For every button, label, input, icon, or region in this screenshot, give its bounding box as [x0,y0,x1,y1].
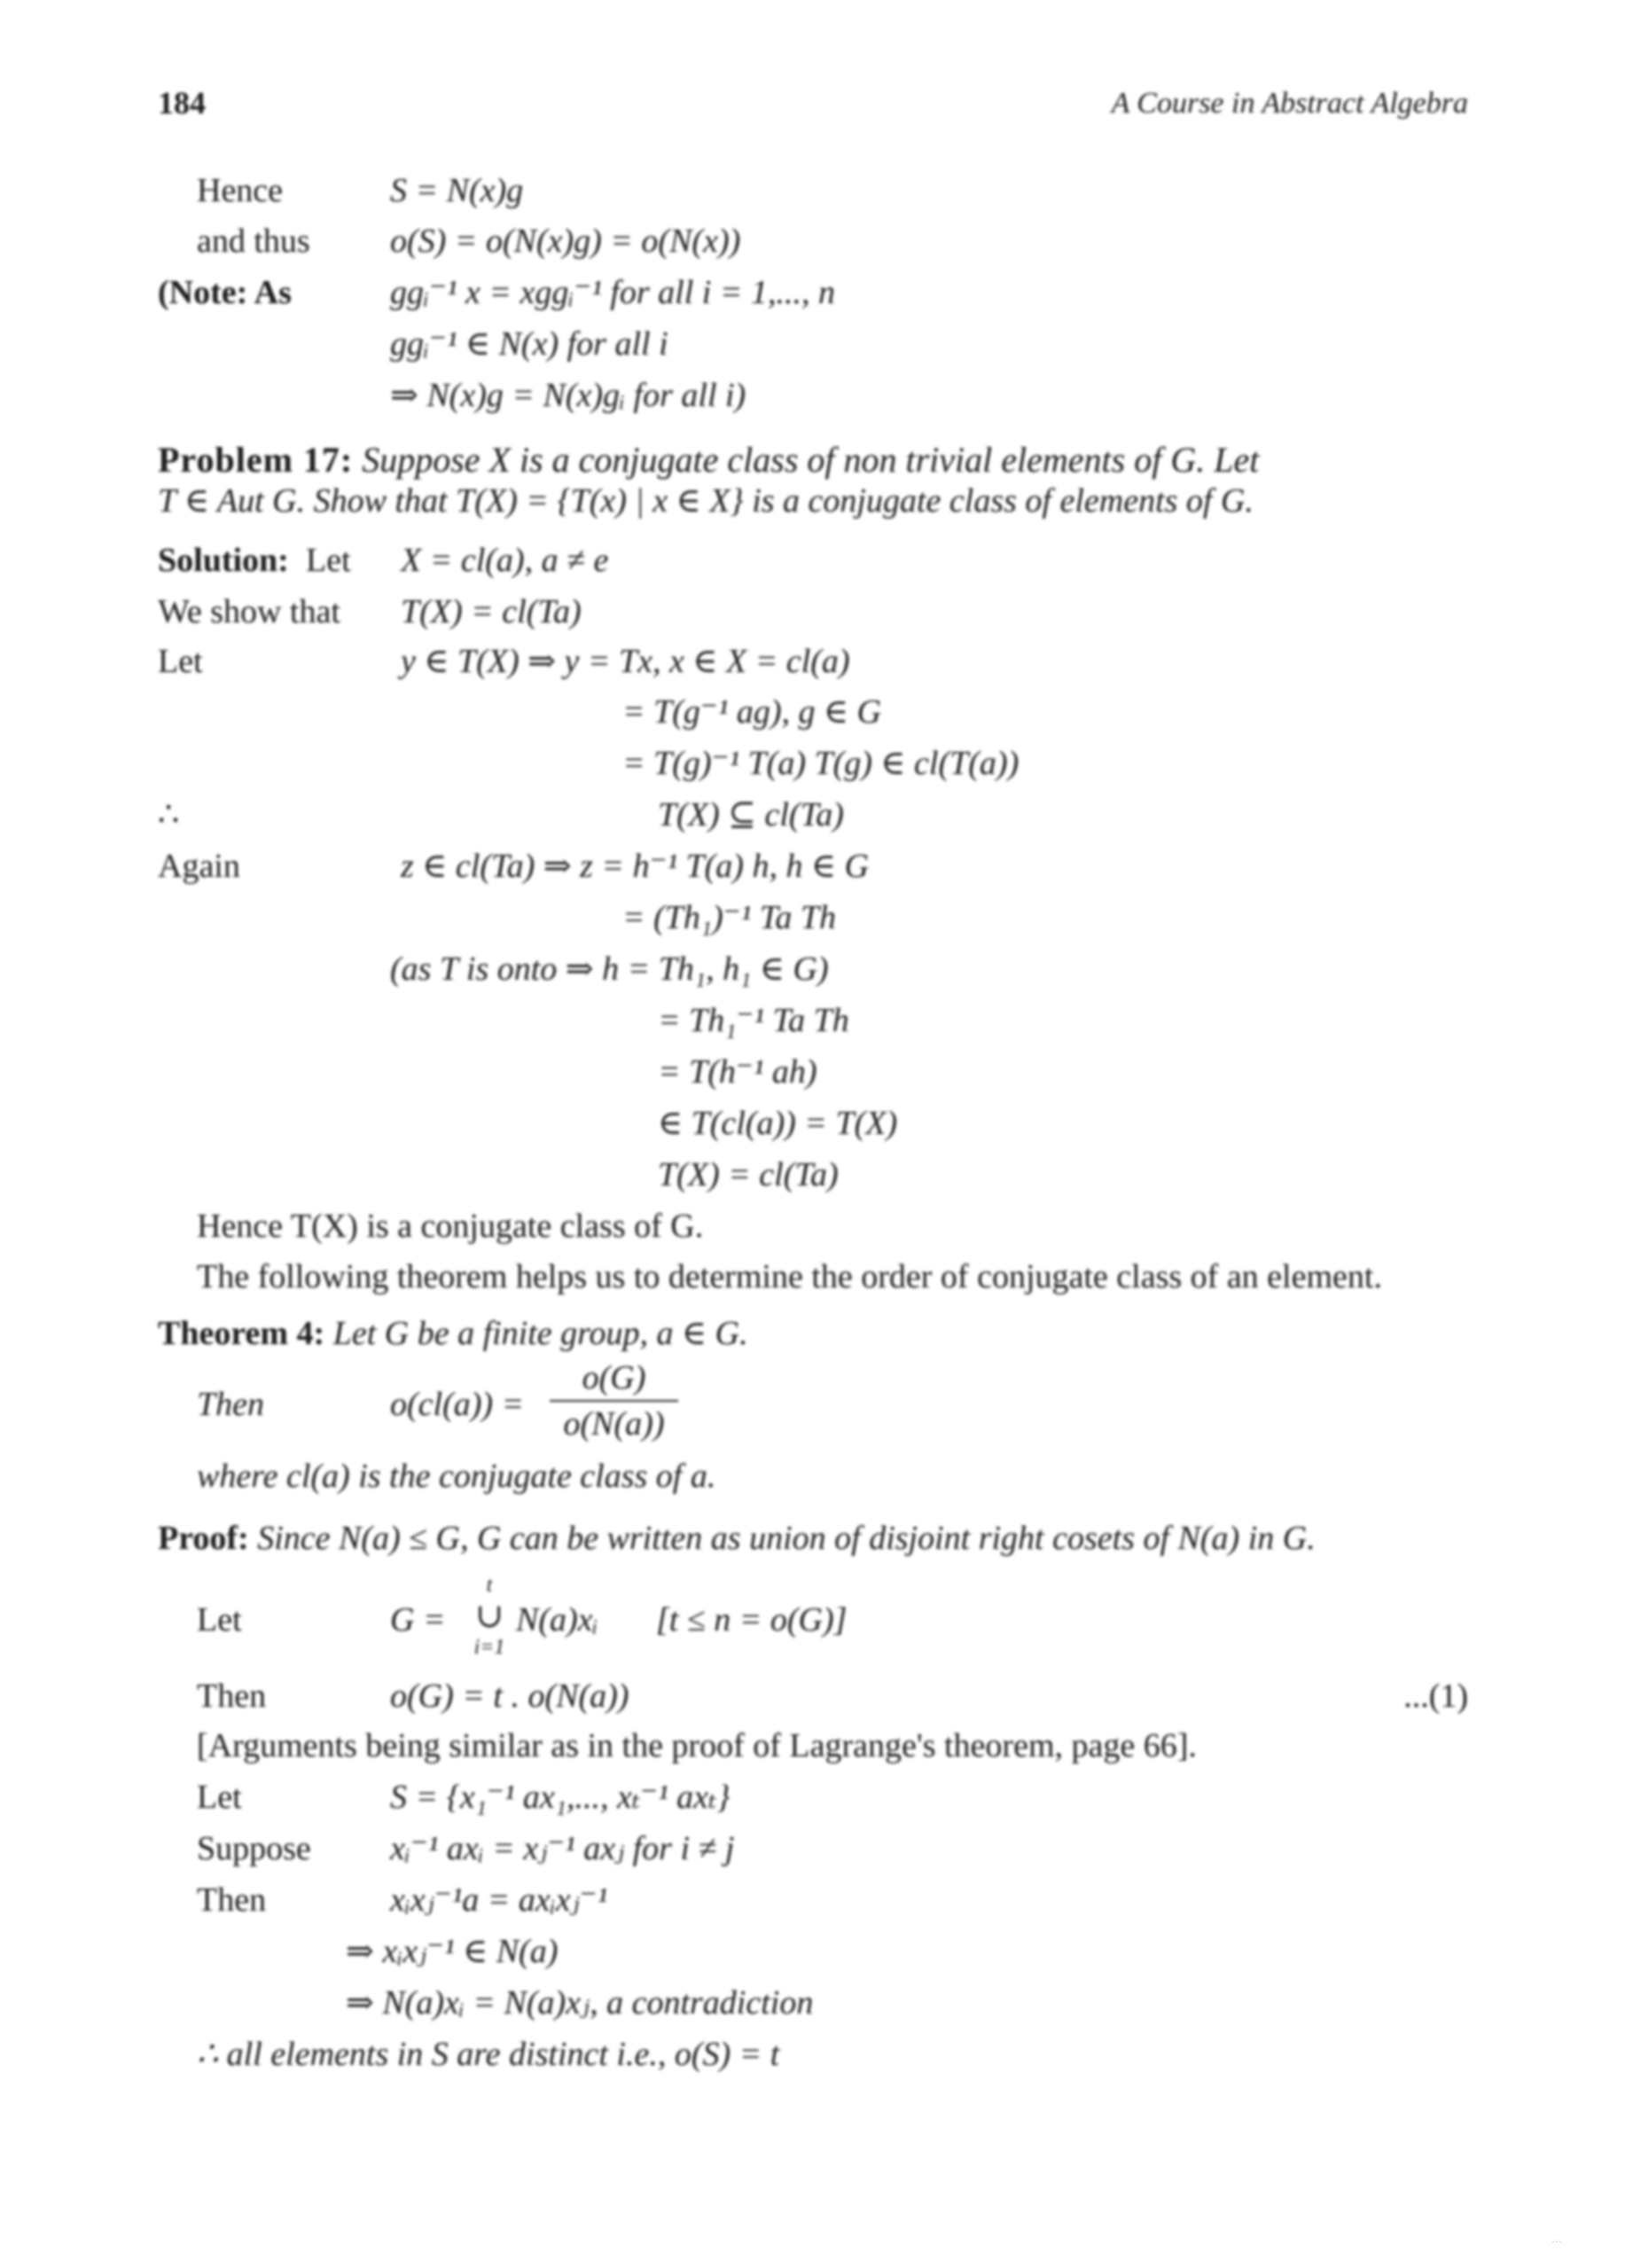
fraction-numerator: o(G) [550,1361,678,1402]
solution-conclusion: Hence T(X) is a conjugate class of G. [197,1208,704,1245]
union-symbol: ∪ [475,1598,504,1635]
proof-cont-expr-2: o(S) = o(N(x)g) = o(N(x)) [390,223,741,260]
problem-17-statement-2: T ∈ Aut G. Show that T(X) = {T(x) | x ∈ X} is a conjugate class of elements of G. [158,482,1254,520]
proof-cont-expr-1: S = N(x)g [390,172,524,209]
fraction-denominator: o(N(a)) [563,1405,665,1443]
theorem-lhs: o(cl(a)) = [390,1386,525,1423]
proof-cont-label-2: and thus [197,223,310,260]
proof-intro-line [158,1521,1316,1555]
proof-let2-expr: S = {x₁⁻¹ ax₁,..., xₜ⁻¹ axₜ} [390,1779,731,1816]
therefore-symbol: ∴ [158,796,180,833]
solution-expr-5: = T(g)⁻¹ T(a) T(g) ∈ cl(T(a)) [622,745,1020,782]
problem-17-line-1 [158,442,1259,478]
proof-label: Proof: [158,1520,249,1557]
solution-expr-1: X = cl(a), a ≠ e [401,542,609,579]
theorem-4-statement: Let G be a finite group, a ∈ G. [332,1315,748,1352]
theorem-where: where cl(a) is the conjugate class of a. [197,1458,716,1495]
proof-then2-expr: xᵢxⱼ⁻¹a = axᵢxⱼ⁻¹ [390,1881,608,1919]
union-upper-limit: t [486,1574,493,1597]
proof-let-label: Let [197,1601,242,1638]
solution-expr-7: z ∈ cl(Ta) ⇒ z = h⁻¹ T(a) h, h ∈ G [401,848,870,885]
proof-implication-1: ⇒ xᵢxⱼ⁻¹ ∈ N(a) [346,1933,559,1970]
note-label: (Note: As [158,274,292,311]
solution-expr-13: T(X) = cl(Ta) [658,1156,839,1193]
solution-expr-11: = T(h⁻¹ ah) [658,1053,817,1091]
proof-then-label: Then [197,1678,267,1715]
note-expr-2: ggᵢ⁻¹ ∈ N(x) for all i [390,325,668,363]
note-expr-1: ggᵢ⁻¹ x = xggᵢ⁻¹ for all i = 1,..., n [390,274,835,311]
solution-label-let: Let [158,643,203,680]
proof-g-lhs: G = [390,1601,446,1638]
solution-expr-4: = T(g⁻¹ ag), g ∈ G [622,693,882,731]
proof-then2-label: Then [197,1881,267,1919]
solution-expr-12: ∈ T(cl(a)) = T(X) [658,1105,898,1142]
problem-17-statement-1: Suppose X is a conjugate class of non trivial elements of G. Let [362,440,1260,480]
proof-arguments: [Arguments being similar as in the proof of Lagrange's theorem, page 66]. [197,1727,1197,1764]
proof-suppose-expr: xᵢ⁻¹ axᵢ = xⱼ⁻¹ axⱼ for i ≠ j [390,1830,735,1867]
solution-let-word: Let [306,542,351,579]
union-note: [t ≤ n = o(G)] [656,1601,848,1638]
solution-expr-2: T(X) = cl(Ta) [401,593,582,630]
solution-expr-6: T(X) ⊆ cl(Ta) [658,796,844,833]
problem-17-label: Problem 17: [158,440,354,480]
proof-suppose-label: Suppose [197,1830,311,1867]
proof-let2-label: Let [197,1779,242,1816]
theorem-fraction [550,1361,678,1441]
solution-we-show-that: We show that [158,593,340,630]
solution-label-again: Again [158,848,240,885]
proof-implication-2: ⇒ N(a)xᵢ = N(a)xⱼ, a contradiction [346,1984,814,2022]
union-body: N(a)xᵢ [516,1601,598,1638]
solution-expr-3: y ∈ T(X) ⇒ y = Tx, x ∈ X = cl(a) [401,643,850,680]
page-number: 184 [158,85,206,121]
proof-then-expr: o(G) = t . o(N(a)) [390,1678,629,1715]
theorem-4-line [158,1317,748,1350]
union-lower-limit: i=1 [473,1636,505,1659]
note-expr-3: ⇒ N(x)g = N(x)gᵢ for all i) [390,377,746,414]
proof-intro: Since N(a) ≤ G, G can be written as union of disjoint right cosets of N(a) in G. [257,1520,1316,1557]
theorem-then-label: Then [197,1386,264,1423]
running-header-title: A Course in Abstract Algebra [1111,87,1468,120]
solution-expr-8: = (Th₁)⁻¹ Ta Th [622,899,837,936]
solution-expr-10: = Th₁⁻¹ Ta Th [658,1002,849,1039]
theorem-4-label: Theorem 4: [158,1315,325,1352]
proof-cont-label-1: Hence [197,172,284,209]
proof-final-line: ∴ all elements in S are distinct i.e., o(S) = t [197,2036,780,2073]
solution-expr-9: (as T is onto ⇒ h = Th₁, h₁ ∈ G) [390,950,829,988]
union-operator [473,1575,505,1658]
equation-number: ...(1) [1403,1678,1468,1715]
corner-mark: ··· [1551,2235,1562,2248]
following-text: The following theorem helps us to determine the order of conjugate class of an element. [197,1258,1382,1295]
solution-label: Solution: [158,542,289,579]
